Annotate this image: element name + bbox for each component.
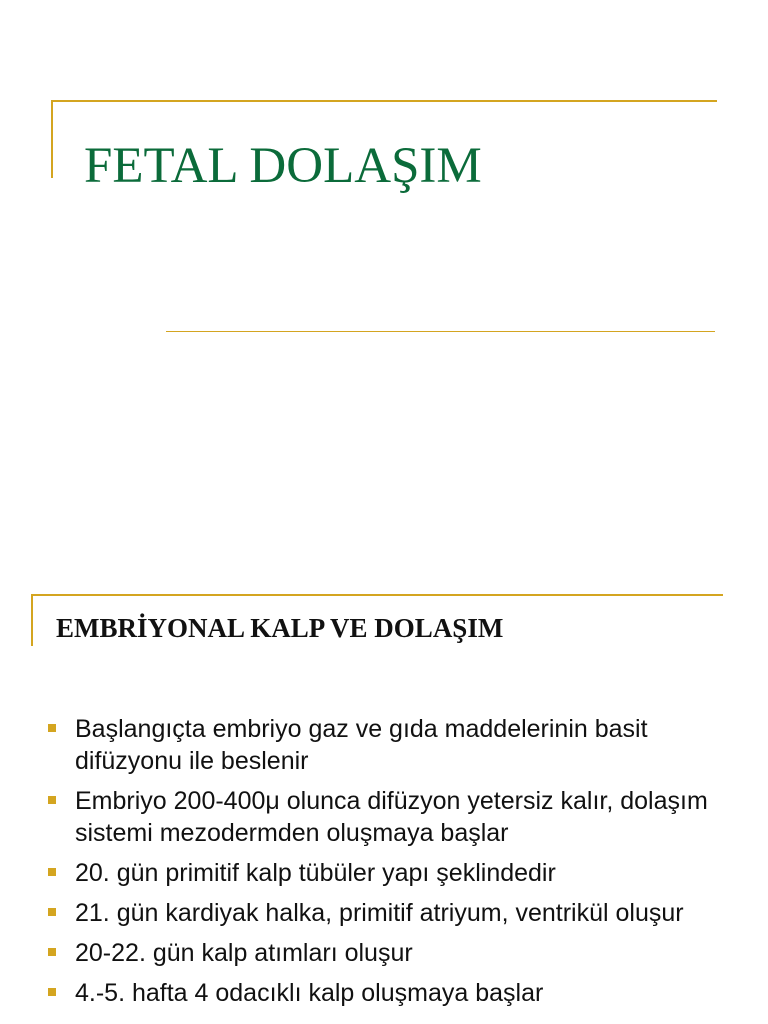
- square-bullet-icon: [48, 796, 56, 804]
- square-bullet-icon: [48, 908, 56, 916]
- top-rule: [51, 100, 717, 102]
- left-rule: [31, 594, 33, 646]
- list-item: [46, 785, 746, 849]
- square-bullet-icon: [48, 948, 56, 956]
- list-item: [46, 977, 746, 1009]
- subtitle-rule: [166, 331, 715, 332]
- left-rule: [51, 100, 53, 178]
- square-bullet-icon: [48, 724, 56, 732]
- square-bullet-icon: [48, 868, 56, 876]
- bullet-text: Başlangıçta embriyo gaz ve gıda maddelerinin basit difüzyonu ile beslenir: [75, 715, 648, 775]
- bullet-list: [46, 713, 746, 1017]
- top-rule: [31, 594, 723, 596]
- bullet-text: 20-22. gün kalp atımları oluşur: [75, 939, 413, 967]
- slide-title: EMBRİYONAL KALP VE DOLAŞIM: [56, 613, 504, 643]
- square-bullet-icon: [48, 988, 56, 996]
- bullet-text: 20. gün primitif kalp tübüler yapı şeklindedir: [75, 859, 556, 887]
- bullet-text: 4.-5. hafta 4 odacıklı kalp oluşmaya başlar: [75, 979, 544, 1007]
- list-item: [46, 897, 746, 929]
- bullet-text: 21. gün kardiyak halka, primitif atriyum, ventrikül oluşur: [75, 899, 684, 927]
- list-item: [46, 857, 746, 889]
- list-item: [46, 937, 746, 969]
- bullet-text: Embriyo 200-400μ olunca difüzyon yetersiz kalır, dolaşım sistemi mezodermden oluşmaya başlar: [75, 787, 708, 847]
- slide-2: [0, 576, 768, 1024]
- list-item: [46, 713, 746, 777]
- slide-title: FETAL DOLAŞIM: [84, 138, 482, 194]
